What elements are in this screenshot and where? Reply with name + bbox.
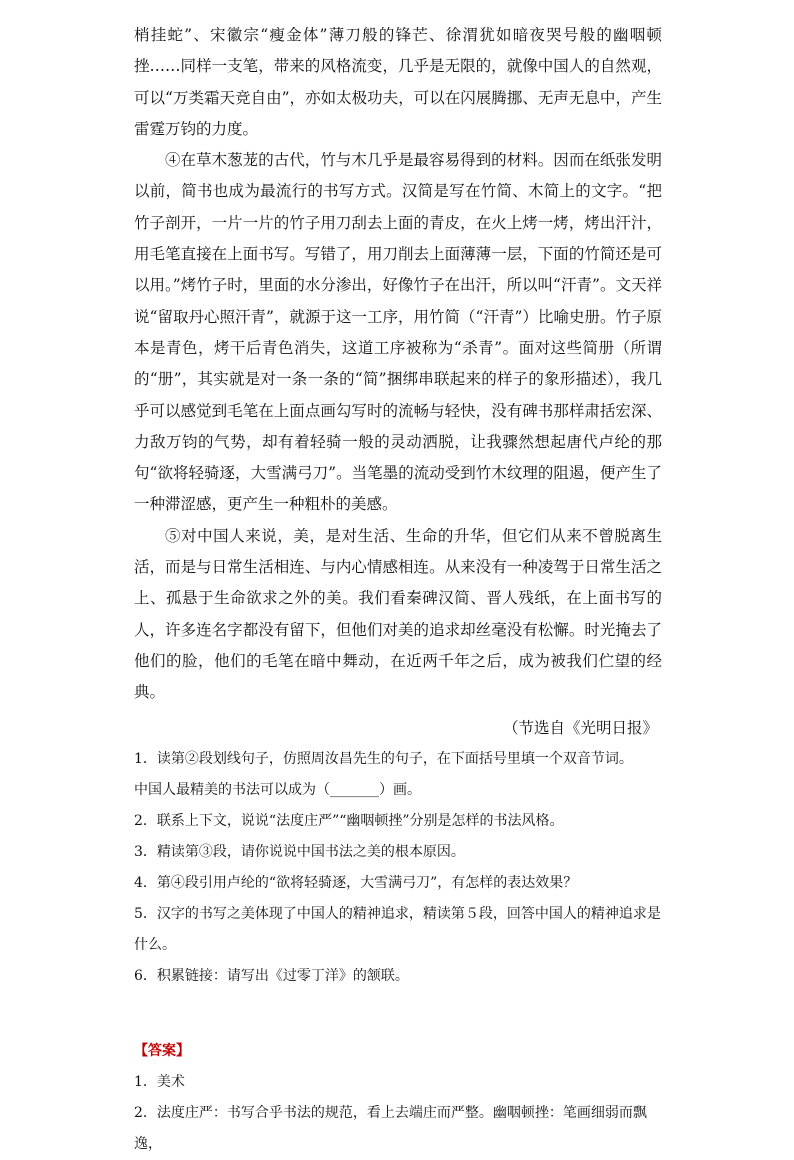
answer-heading: 【答案】 [134,1042,190,1059]
question-6: 6．积累链接：请写出《过零丁洋》的颔联。 [134,967,409,984]
answer-2: 2．法度庄严：书写合乎书法的规范，看上去端庄而严整。幽咽顿挫：笔画细弱而飘逸， [134,1104,647,1152]
question-1-fill: 中国人最精美的书法可以成为（_______）画。 [134,781,421,798]
article-paragraph-5: ⑤对中国人来说，美，是对生活、生命的升华，但它们从来不曾脱离生活，而是与日常生活相连、与内心情感相连。从来没有一种凌驾于日常生活之上、孤悬于生命欲求之外的美。我们看秦碑汉简、晋人残纸，在上面书写的人，许多连名字都没有留下，但他们对美的追求却丝毫没有松懈。时光掩去了他们的脸，他们的毛笔在暗中舞动，在近两千年之后，成为被我们伫望的经典。 [134,526,662,702]
question-3: 3．精读第③段，请你说说中国书法之美的根本原因。 [134,843,465,860]
question-4: 4．第④段引用卢纶的“欲将轻骑逐，大雪满弓刀”，有怎样的表达效果？ [134,874,578,891]
article-source: （节选自《光明日报》 [502,718,658,737]
question-1: 1．读第②段划线句子，仿照周汝昌先生的句子，在下面括号里填一个双音节词。 [134,750,633,767]
question-5: 5．汉字的书写之美体现了中国人的精神追求，精读第５段，回答中国人的精神追求是什么。 [134,905,661,953]
question-2: 2．联系上下文，说说“法度庄严”“幽咽顿挫”分别是怎样的书法风格。 [134,812,564,829]
article-paragraph-4: ④在草木葱茏的古代，竹与木几乎是最容易得到的材料。因而在纸张发明以前，简书也成为最流行的书写方式。汉简是写在竹简、木简上的文字。“把竹子剖开，一片一片的竹子用刀刮去上面的青皮，在火上烤一烤，烤出汗汁，用毛笔直接在上面书写。写错了，用刀削去上面薄薄一层，下面的竹简还是可以用。”烤竹子时，里面的水分渗出，好像竹子在出汗，所以叫“汗青”。文天祥说“留取丹心照汗青”，就源于这一工序，用竹简（“汗青”）比喻史册。竹子原本是青色，烤干后青色消失，这道工序被称为“杀青”。面对这些简册（所谓的“册”，其实就是对一条一条的“简”捆绑串联起来的样子的象形描述），我几乎可以感觉到毛笔在上面点画勾写时的流畅与轻快，没有碑书那样肃括宏深、力敌万钧的气势，却有着轻骑一般的灵动洒脱，让我骤然想起唐代卢纶的那句“欲将轻骑逐，大雪满弓刀”。当笔墨的流动受到竹木纹理的阻遏，便产生了一种滞涩感，更产生一种粗朴的美感。 [134,151,662,514]
answer-1: 1．美术 [134,1073,185,1090]
article-paragraph-continued: 梢挂蛇”、宋徽宗“瘦金体”薄刀般的锋芒、徐渭犹如暗夜哭号般的幽咽顿挫……同样一支笔，带来的风格流变，几乎是无限的，就像中国人的自然观，可以“万类霜天竞自由”，亦如太极功夫，可以在闪展腾挪、无声无息中，产生雷霆万钧的力度。 [134,26,662,138]
